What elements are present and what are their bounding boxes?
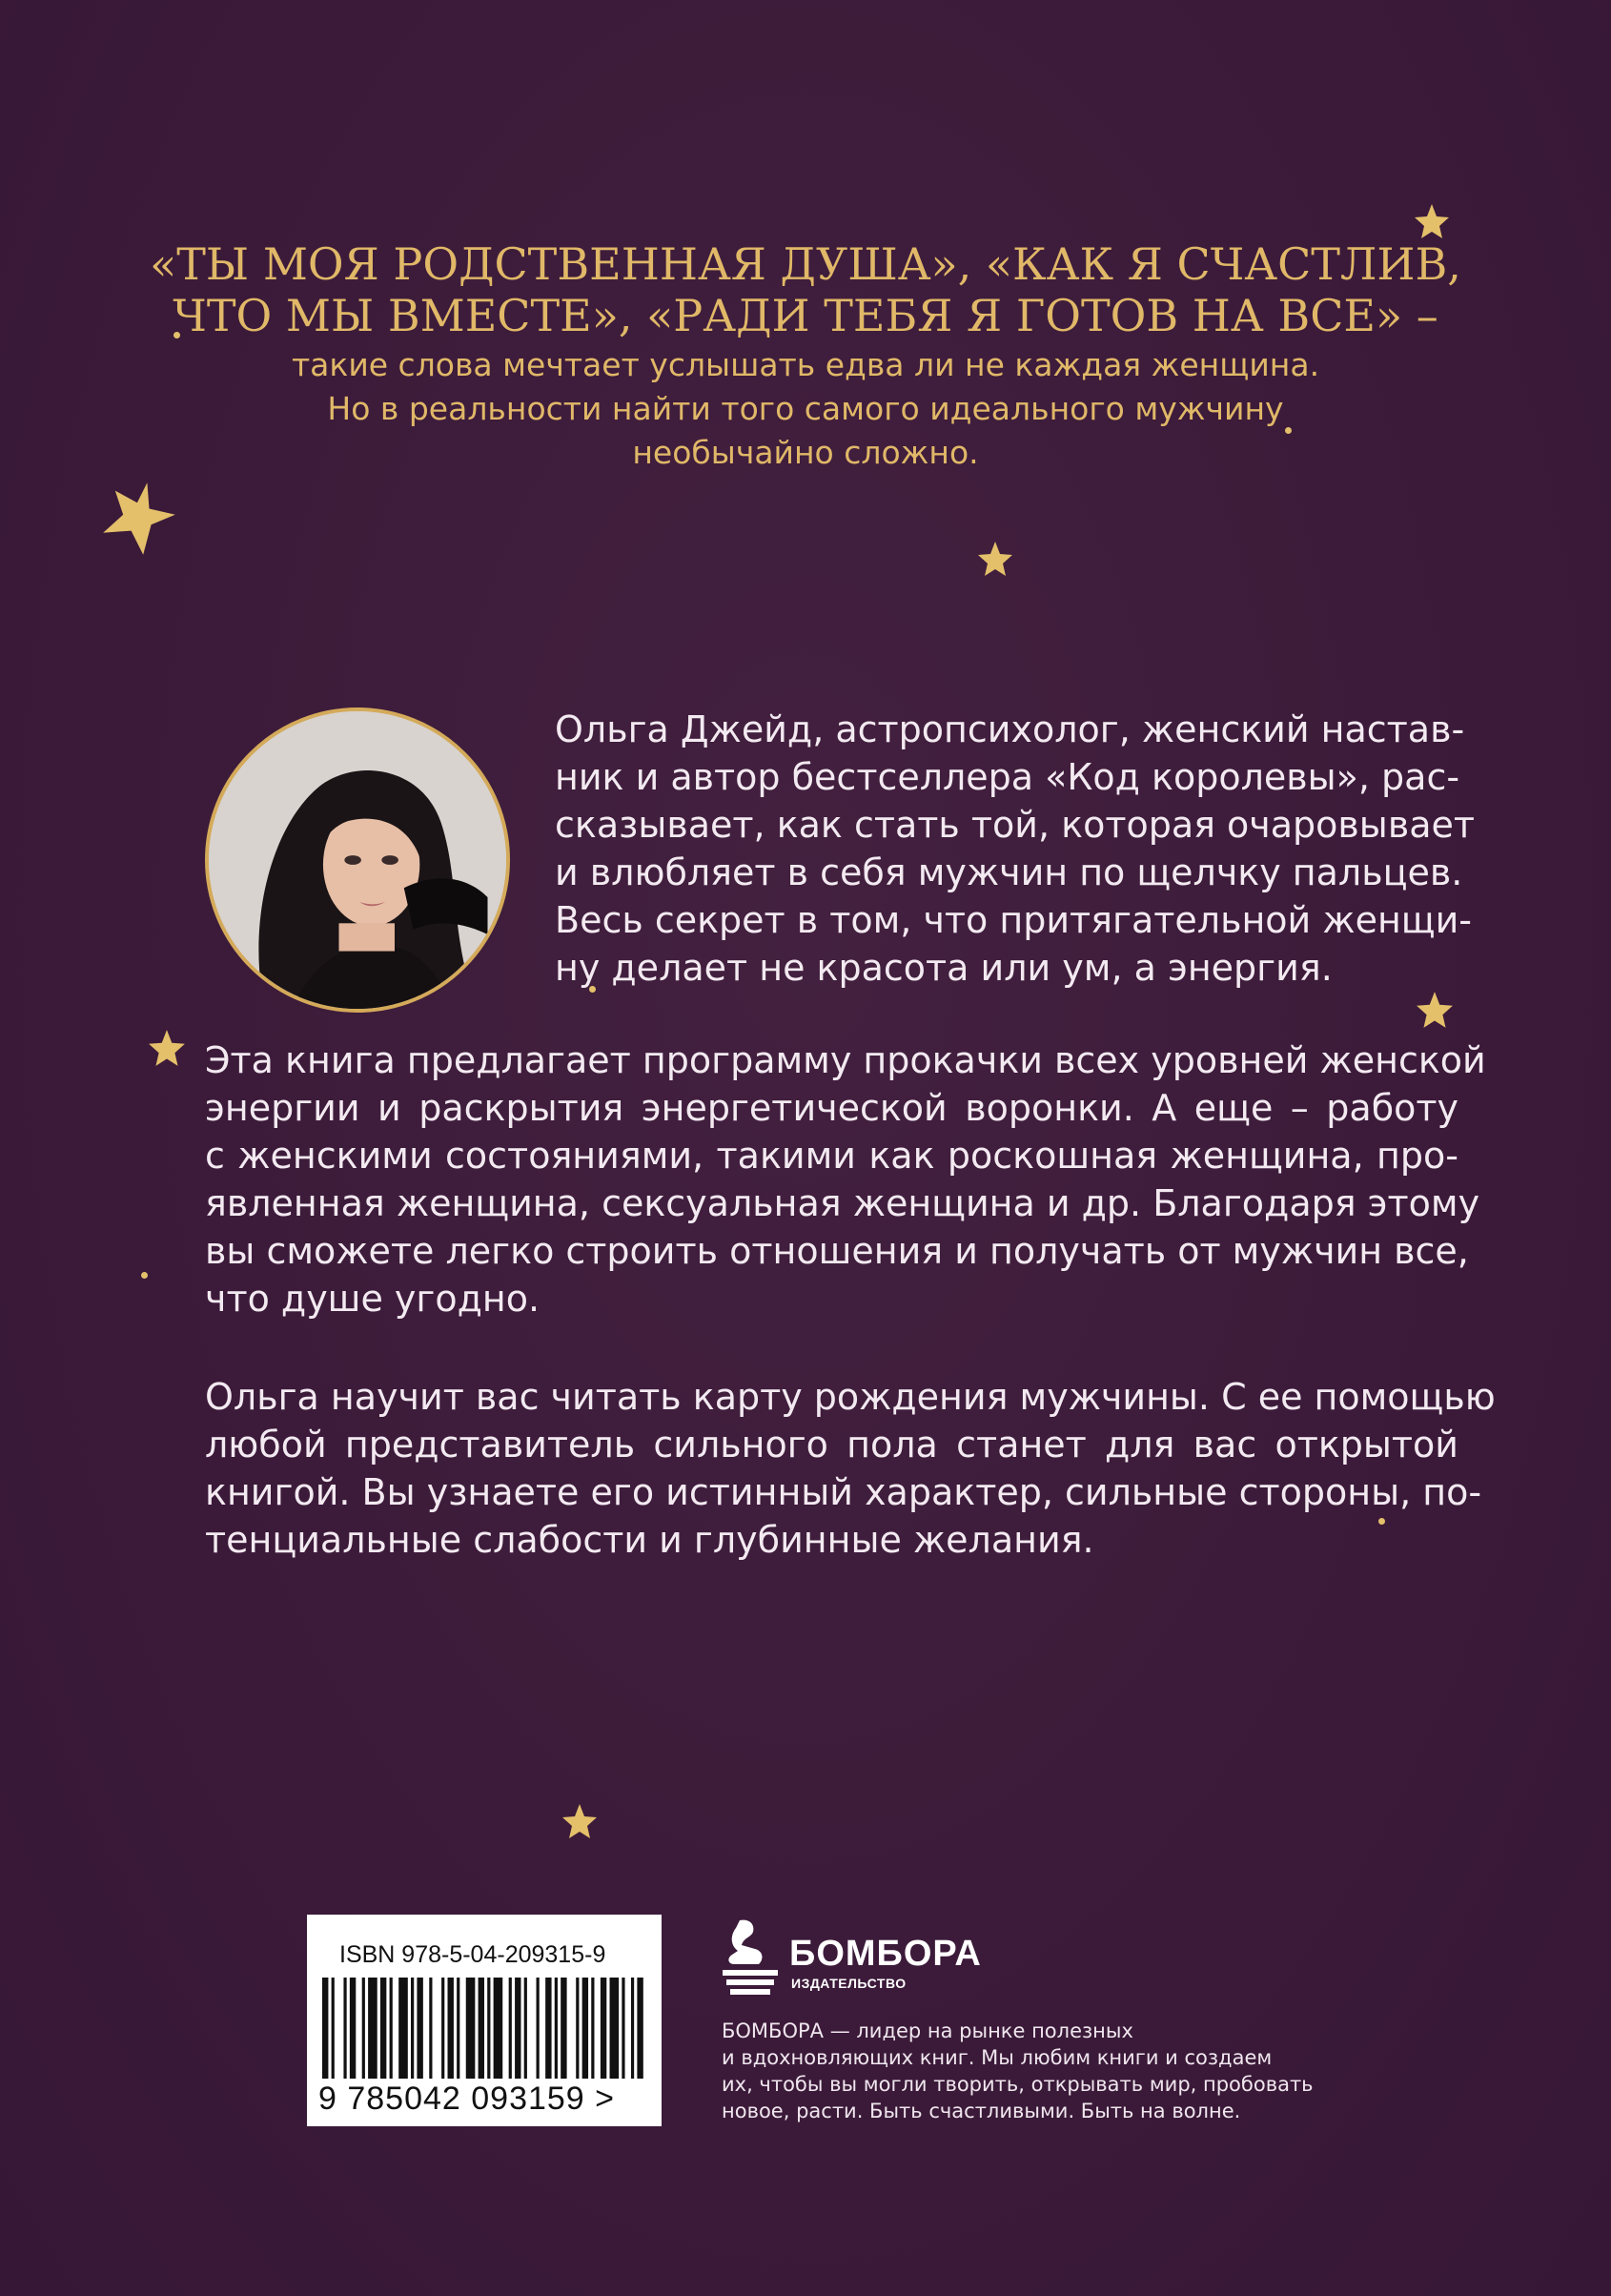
lead-line: такие слова мечтает услышать едва ли не каждая женщина.	[291, 346, 1320, 383]
barcode-bar	[509, 1978, 512, 2079]
barcode-bar	[322, 1978, 328, 2079]
barcode-bar	[448, 1978, 454, 2079]
star-icon	[1415, 990, 1455, 1030]
lead-line: необычайно сложно.	[632, 434, 979, 471]
barcode-bar	[591, 1978, 594, 2079]
barcode-bar	[343, 1978, 346, 2079]
barcode-bar	[466, 1978, 476, 2079]
barcode-bar	[411, 1978, 414, 2079]
barcode-bar	[545, 1978, 551, 2079]
headline-quote	[133, 238, 1478, 341]
publisher-line: и вдохновляющих книг. Мы любим книги и создаем	[722, 2046, 1273, 2069]
description-paragraph-2	[205, 1373, 1496, 1564]
barcode-bar	[332, 1978, 335, 2079]
paragraph-line: явленная женщина, сексуальная женщина и др. Благодаря этому	[205, 1182, 1480, 1224]
star-icon	[1413, 202, 1451, 240]
star-icon	[561, 1802, 599, 1840]
author-photo-illustration	[209, 711, 506, 1009]
quote-line: «ТЫ МОЯ РОДСТВЕННАЯ ДУША», «КАК Я СЧАСТЛИВ,	[150, 238, 1461, 290]
barcode-bar	[390, 1978, 393, 2079]
barcode-bar	[362, 1978, 365, 2079]
publisher-line: новое, расти. Быть счастливыми. Быть на волне.	[722, 2100, 1241, 2122]
barcode-bars	[322, 1978, 646, 2079]
quote-line: ЧТО МЫ ВМЕСТЕ», «РАДИ ТЕБЯ Я ГОТОВ НА ВСЕ» –	[173, 290, 1438, 341]
barcode-bar	[582, 1978, 588, 2079]
barcode-bar	[441, 1978, 444, 2079]
publisher-name: БОМБОРА	[789, 1934, 982, 1974]
publisher-line: БОМБОРА — лидер на рынке полезных	[722, 2019, 1133, 2042]
description-paragraph-1	[205, 1036, 1486, 1322]
barcode-bar	[350, 1978, 356, 2079]
star-icon	[147, 1028, 187, 1068]
paragraph-line: что душе угодно.	[205, 1278, 540, 1320]
barcode-bar	[380, 1978, 386, 2079]
lead-line: Но в реальности найти того самого идеального мужчину	[327, 390, 1284, 427]
paragraph-line: вы сможете легко строить отношения и получать от мужчин все,	[205, 1230, 1469, 1272]
barcode-bar	[537, 1978, 540, 2079]
lead-text	[133, 343, 1478, 475]
barcode-bar	[417, 1978, 422, 2079]
publisher-description	[722, 2018, 1332, 2124]
isbn-barcode	[307, 1915, 662, 2126]
publisher-emblem-icon	[717, 1917, 784, 2002]
barcode-bar	[561, 1978, 566, 2079]
paragraph-line: тенциальные слабости и глубинные желания.	[205, 1519, 1094, 1561]
paragraph-line: книгой. Вы узнаете его истинный характер, сильные стороны, по-	[205, 1471, 1482, 1513]
barcode-bar	[601, 1978, 606, 2079]
paragraph-line: Эта книга предлагает программу прокачки всех уровней женской	[205, 1039, 1486, 1081]
barcode-bar	[622, 1978, 624, 2079]
barcode-bar	[429, 1978, 432, 2079]
author-bio	[555, 706, 1476, 992]
bio-line: Ольга Джейд, астропсихолог, женский настав-	[555, 708, 1465, 750]
barcode-bar	[368, 1978, 377, 2079]
paragraph-line: энергии и раскрытия энергетической воронки. А еще – работу	[205, 1087, 1458, 1129]
bio-line: сказывает, как стать той, которая очаровывает	[555, 804, 1476, 846]
barcode-bar	[576, 1978, 579, 2079]
bio-line: ник и автор бестселлера «Код королевы», рас-	[555, 756, 1460, 798]
star-icon	[976, 540, 1014, 578]
publisher-logo	[717, 1917, 1003, 2002]
paragraph-line: с женскими состояниями, такими как роскошная женщина, про-	[205, 1135, 1458, 1177]
barcode-bar	[494, 1978, 503, 2079]
barcode-bar	[524, 1978, 527, 2079]
paragraph-line: Ольга научит вас читать карту рождения мужчины. С ее помощью	[205, 1376, 1496, 1418]
barcode-bar	[610, 1978, 620, 2079]
author-portrait	[205, 707, 510, 1013]
paragraph-line: любой представитель сильного пола станет для вас открытой	[205, 1424, 1458, 1466]
barcode-bar	[515, 1978, 520, 2079]
bio-line: Весь секрет в том, что притягательной женщи-	[555, 899, 1472, 941]
star-icon	[99, 479, 179, 559]
barcode-bar	[631, 1978, 634, 2079]
bio-line: ну делает не красота или ум, а энергия.	[555, 947, 1333, 989]
bio-line: и влюбляет в себя мужчин по щелчку пальцев.	[555, 851, 1463, 893]
barcode-bar	[487, 1978, 490, 2079]
publisher-subtitle: ИЗДАТЕЛЬСТВО	[791, 1976, 907, 1991]
star-dot	[141, 1272, 148, 1279]
publisher-line: их, чтобы вы могли творить, открывать мир, пробовать	[722, 2073, 1314, 2096]
barcode-bar	[398, 1978, 408, 2079]
barcode-bar	[479, 1978, 484, 2079]
barcode-bar	[457, 1978, 459, 2079]
barcode-bar	[555, 1978, 558, 2079]
isbn-label: ISBN 978-5-04-209315-9	[339, 1941, 606, 1968]
barcode-digits: 9 785042 093159 >	[318, 2081, 616, 2117]
barcode-bar	[637, 1978, 642, 2079]
